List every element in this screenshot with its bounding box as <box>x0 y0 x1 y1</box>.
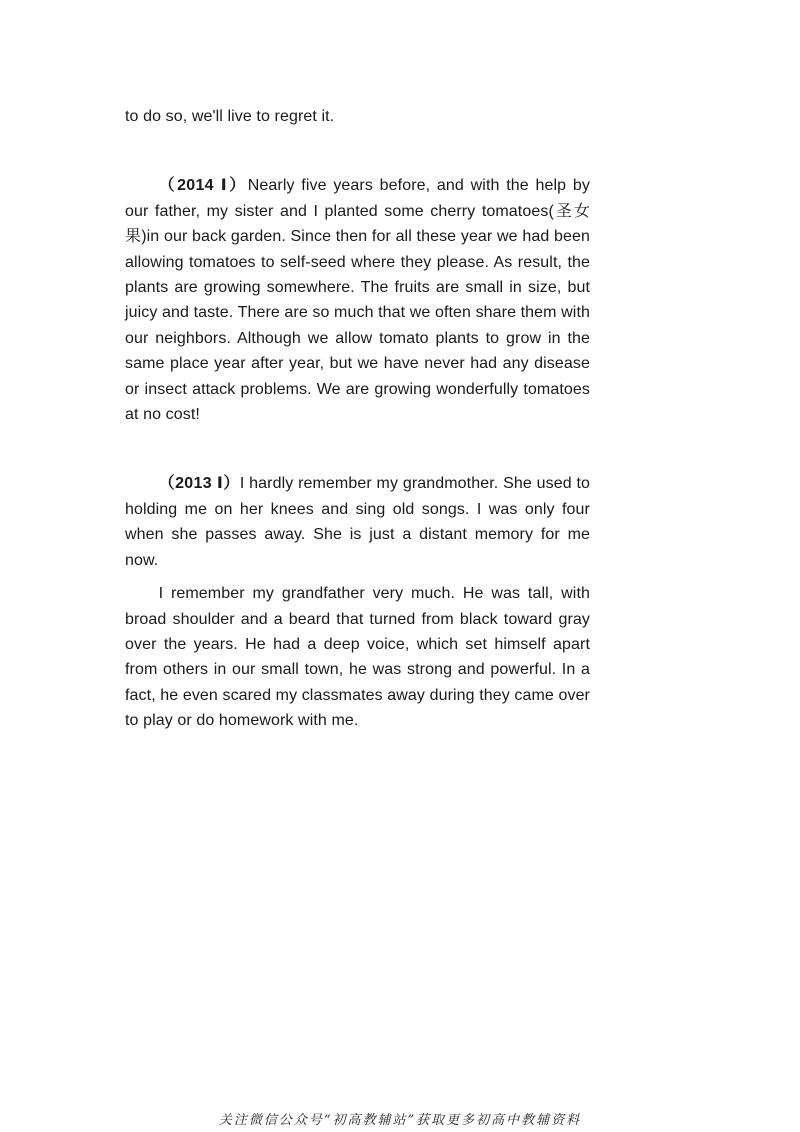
year-tag-2013: （2013 Ⅰ） <box>158 475 240 493</box>
document-body <box>125 104 590 734</box>
continuation-paragraph: to do so, we'll live to regret it. <box>125 108 335 125</box>
paragraph-2013 <box>125 471 590 573</box>
paragraph-2014 <box>125 173 590 427</box>
paragraph-2013-continued: I remember my grandfather very much. He was tall, with broad shoulder and a beard that turned from black toward gray over the years. He had a deep voice, which set himself apart from others in our small town, he was strong and powerful. In a fact, he even scared my classmates away during they came over to play or do homework with me. <box>125 585 590 730</box>
paragraph-2013-text: I hardly remember my grandmother. She used to holding me on her knees and sing old songs. I was only four when she passes away. She is just a distant memory for me now. <box>125 475 590 569</box>
footer-note: 关注微信公众号“初高教辅站”获取更多初高中教辅资料 <box>218 1113 582 1128</box>
year-tag-2014: （2014 Ⅰ） <box>158 177 248 195</box>
paragraph-2014-text: Nearly five years before, and with the help by our father, my sister and I planted some cherry tomatoes(圣女果)in our back garden. Since then for all these year we had been allowing tomatoes to self-seed where they please. As result, the plants are growing somewhere. The fruits are small in size, but juicy and taste. There are so much that we often share them with our neighbors. Although we allow tomato plants to grow in the same place year after year, but we have never had any disease or insect attack problems. We are growing wonderfully tomatoes at no cost! <box>125 177 591 424</box>
